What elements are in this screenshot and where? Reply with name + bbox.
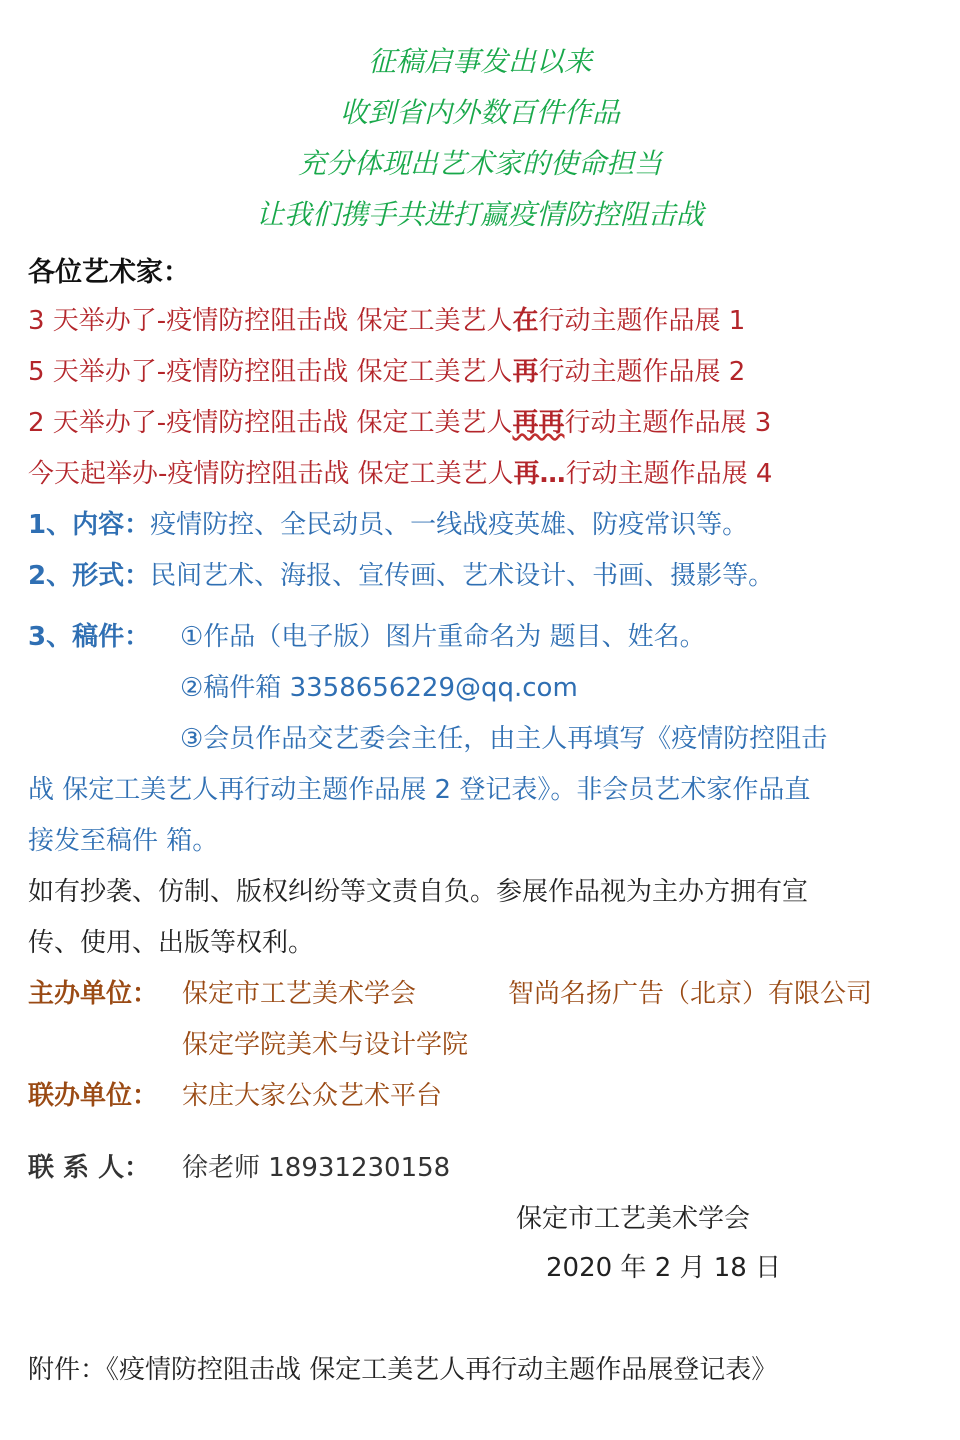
host-org-1: 保定市工艺美术学会 — [182, 979, 417, 1009]
signature-org: 保定市工艺美术学会 — [516, 1204, 751, 1234]
greeting: 各位艺术家： — [28, 257, 190, 288]
exhibition-suffix: 行动主题作品展 1 — [538, 306, 746, 336]
submit-label: 3、稿件： — [28, 622, 151, 652]
contact-label: 联 系 人： — [28, 1153, 151, 1183]
exhibition-line-3 — [28, 402, 771, 439]
form-item — [28, 555, 774, 592]
disclaimer-line-1: 如有抄袭、仿制、版权纠纷等文责自负。参展作品视为主办方拥有宣 — [28, 877, 809, 907]
intro-line-2: 收到省内外数百件作品 — [339, 96, 620, 129]
form-text: 民间艺术、海报、宣传画、艺术设计、书画、摄影等。 — [150, 561, 775, 591]
intro-line-4: 让我们携手共进打赢疫情防控阻击战 — [255, 198, 704, 231]
contact-value: 徐老师 18931230158 — [182, 1153, 451, 1183]
host-label: 主办单位： — [28, 979, 159, 1009]
exhibition-emph: 再 — [512, 357, 539, 387]
submit-item-3-line-3: 接发至稿件 箱。 — [28, 826, 219, 856]
exhibition-prefix: 5 天举办了-疫情防控阻击战 保定工美艺人 — [28, 357, 513, 387]
host-org-3: 保定学院美术与设计学院 — [182, 1030, 469, 1060]
exhibition-emph: 再… — [513, 459, 566, 489]
co-org-1: 宋庄大家公众艺术平台 — [182, 1081, 443, 1111]
intro-line-1: 征稿启事发出以来 — [367, 45, 592, 78]
exhibition-prefix: 今天起举办-疫情防控阻击战 保定工美艺人 — [28, 459, 514, 489]
exhibition-emph: 在 — [512, 306, 539, 336]
exhibition-emph: 再再 — [512, 408, 565, 438]
exhibition-prefix: 3 天举办了-疫情防控阻击战 保定工美艺人 — [28, 306, 513, 336]
disclaimer-line-2: 传、使用、出版等权利。 — [28, 928, 315, 958]
co-label: 联办单位： — [28, 1081, 159, 1111]
exhibition-line-4 — [28, 453, 772, 490]
signature-date: 2020 年 2 月 18 日 — [546, 1253, 782, 1283]
exhibition-suffix: 行动主题作品展 3 — [564, 408, 772, 438]
intro-line-3: 充分体现出艺术家的使命担当 — [297, 147, 662, 180]
exhibition-line-2 — [28, 351, 745, 388]
exhibition-prefix: 2 天举办了-疫情防控阻击战 保定工美艺人 — [28, 408, 513, 438]
form-label: 2、形式： — [28, 561, 151, 591]
attachment-note: 附件：《疫情防控阻击战 保定工美艺人再行动主题作品展登记表》 — [28, 1355, 778, 1385]
submit-item-2: ②稿件箱 3358656229@qq.com — [180, 673, 578, 703]
submit-item-3-line-2: 战 保定工美艺人再行动主题作品展 2 登记表》。非会员艺术家作品直 — [28, 775, 811, 805]
submit-item-3-line-1: ③会员作品交艺委会主任，由主人再填写《疫情防控阻击 — [180, 724, 828, 754]
exhibition-suffix: 行动主题作品展 2 — [538, 357, 746, 387]
exhibition-suffix: 行动主题作品展 4 — [565, 459, 773, 489]
host-org-2: 智尚名扬广告（北京）有限公司 — [508, 979, 873, 1009]
submit-item-1: ①作品（电子版）图片重命名为 题目、姓名。 — [180, 622, 706, 652]
content-label: 1、内容： — [28, 510, 151, 540]
exhibition-line-1 — [28, 300, 745, 337]
content-item — [28, 504, 748, 541]
content-text: 疫情防控、全民动员、一线战疫英雄、防疫常识等。 — [150, 510, 749, 540]
